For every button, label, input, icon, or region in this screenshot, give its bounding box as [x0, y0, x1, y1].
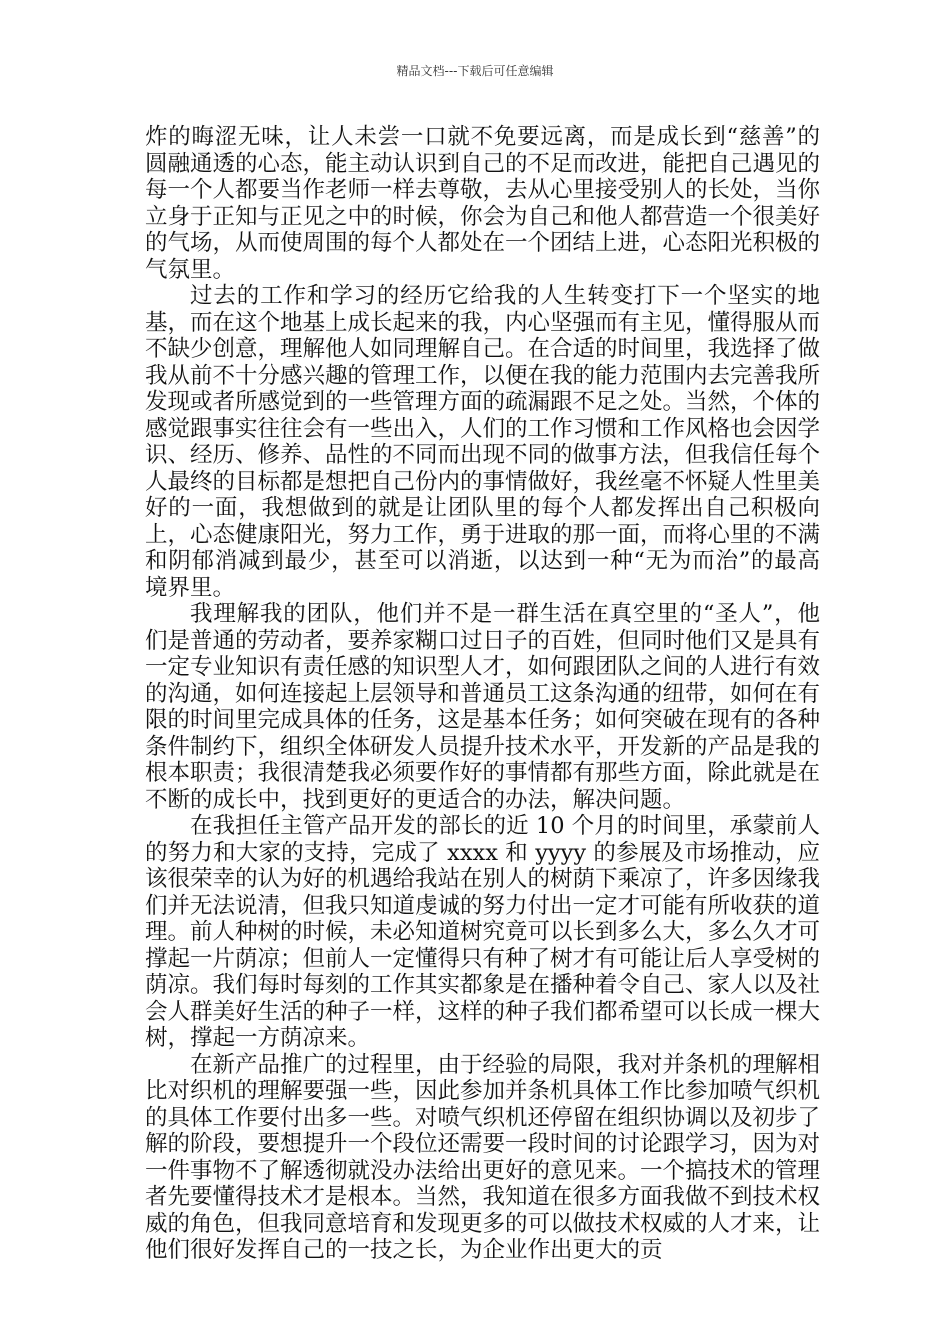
paragraph: 在新产品推广的过程里，由于经验的局限，我对并条机的理解相比对织机的理解要强一些，因此参加并条机具体工作比参加喷气织机的具体工作要付出多一些。对喷气织机还停留在组织协调以及初步了解的阶段，要想提升一个段位还需要一段时间的讨论跟学习，因为对一件事物不了解透彻就没办法给出更好的意见来。一个搞技术的管理者先要懂得技术才是根本。当然，我知道在很多方面我做不到技术权威的角色，但我同意培育和发现更多的可以做技术权威的人才来，让他们很好发挥自己的一技之长，为企业作出更大的贡 — [145, 1051, 821, 1263]
paragraph: 过去的工作和学习的经历它给我的人生转变打下一个坚实的地基，而在这个地基上成长起来的我，内心坚强而有主见，懂得服从而不缺少创意，理解他人如同理解自己。在合适的时间里，我选择了做我从前不十分感兴趣的管理工作，以便在我的能力范围内去完善我所发现或者所感觉到的一些管理方面的疏漏跟不足之处。当然，个体的感觉跟事实往往会有一些出入，人们的工作习惯和工作风格也会因学识、经历、修养、品性的不同而出现不同的做事方法，但我信任每个人最终的目标都是想把自己份内的事情做好，我丝毫不怀疑人性里美好的一面，我想做到的就是让团队里的每个人都发挥出自己积极向上，心态健康阳光，努力工作，勇于进取的那一面，而将心里的不满和阴郁消减到最少，甚至可以消逝，以达到一种“无为而治”的最高境界里。 — [145, 283, 821, 601]
document-body — [145, 124, 820, 1264]
paragraph: 炸的晦涩无味，让人未尝一口就不免要远离，而是成长到“慈善”的圆融通透的心态，能主动认识到自己的不足而改进，能把自己遇见的每一个人都要当作老师一样去尊敬，去从心里接受别人的长处，当你立身于正知与正见之中的时候，你会为自己和他人都营造一个很美好的气场，从而使周围的每个人都处在一个团结上进，心态阳光积极的气氛里。 — [145, 124, 821, 283]
paragraph: 我理解我的团队，他们并不是一群生活在真空里的“圣人”，他们是普通的劳动者，要养家糊口过日子的百姓，但同时他们又是具有一定专业知识有责任感的知识型人才，如何跟团队之间的人进行有效的沟通，如何连接起上层领导和普通员工这条沟通的纽带，如何在有限的时间里完成具体的任务，这是基本任务；如何突破在现有的各种条件制约下，组织全体研发人员提升技术水平，开发新的产品是我的根本职责；我很清楚我必须要作好的事情都有那些方面，除此就是在不断的成长中，找到更好的更适合的办法，解决问题。 — [145, 601, 821, 813]
paragraph: 在我担任主管产品开发的部长的近 10 个月的时间里，承蒙前人的努力和大家的支持，完成了 xxxx 和 yyyy 的参展及市场推动，应该很荣幸的认为好的机遇给我站在别人的树荫下乘凉了，许多因缘我们并无法说清，但我只知道虔诚的努力付出一定才可能有所收获的道理。前人种树的时候，未必知道树究竟可以长到多么大，多么久才可撑起一片荫凉；但前人一定懂得只有种了树才有可能让后人享受树的荫凉。我们每时每刻的工作其实都象是在播种着令自己、家人以及社会人群美好生活的种子一样，这样的种子我们都希望可以长成一棵大树，撑起一方荫凉来。 — [145, 813, 821, 1051]
page-header: 精品文档---下载后可任意编辑 — [396, 64, 554, 78]
